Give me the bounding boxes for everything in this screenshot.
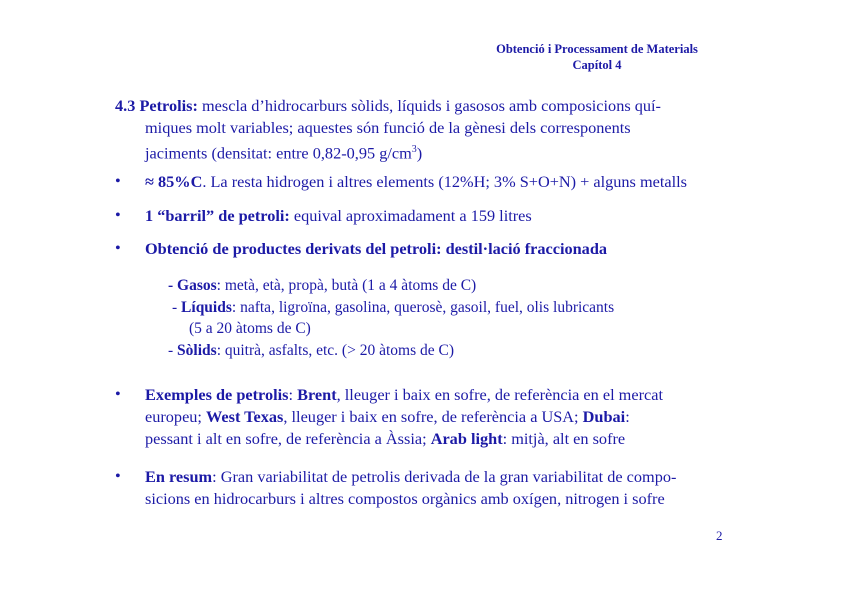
bullet-products [145,238,607,260]
fraction-solids: - Sòlids: quitrà, asfalts, etc. (> 20 àtoms de C) [168,342,454,359]
summary-label: En resum [145,467,213,486]
fraction-liquids: - Líquids: nafta, ligroïna, gasolina, querosè, gasoil, fuel, olis lubricants [172,299,615,316]
gases-label: Gasos [177,277,217,294]
products-bold: Obtenció de productes derivats del petroli: destil·lació fraccionada [145,239,608,258]
bullet-icon: • [115,205,121,224]
liquids-label: Líquids [181,299,232,316]
dubai-label: Dubai [582,407,626,426]
carbon-bold: ≈ 85%C [145,172,203,191]
arab-light-label: Arab light [430,429,503,448]
gases-text: : metà, età, propà, butà (1 a 4 àtoms de C) [216,277,477,294]
section-line3: jaciments (densitat: entre 0,82-0,95 $g/cm^3$) [145,143,423,163]
bullet-barrel [145,205,532,227]
header-title: Obtenció i Processament de Materials [496,42,698,56]
bullet-carbon [145,171,687,193]
examples-label: Exemples de petrolis [145,385,289,404]
section-line1: mescla d’hidrocarburs sòlids, líquids i gasosos amb composicions quí- [197,96,661,115]
west-texas-label: West Texas [206,407,284,426]
superscript: 3 [411,144,417,155]
fraction-liquids-cont: (5 a 20 àtoms de C) [189,320,311,337]
brent-label: Brent [297,385,337,404]
section-intro [115,95,661,164]
bullet-summary: En resum: Gran variabilitat de petrolis derivada de la gran variabilitat de compo- sicions en hidrocarburs i altres compostos orgànics amb oxígen, nitrogen i sofre [145,467,677,508]
barrel-bold: 1 “barril” de petroli: [145,206,290,225]
bullet-icon: • [115,171,121,190]
section-number: 4.3 [115,96,136,115]
bullet-icon: • [115,466,121,485]
bullet-examples: Exemples de petrolis: Brent, lleuger i baix en sofre, de referència en el mercat europeu; West Texas, lleuger i baix en sofre, de referència a USA; Dubai: pessant i alt en sofre, de referència a Àssia; Arab light: mitjà, alt en sofre [145,385,663,448]
carbon-text: . La resta hidrogen i altres elements (12%H; 3% S+O+N) + alguns metalls [202,172,687,191]
solids-label: Sòlids [177,342,217,359]
barrel-text: equival aproximadament a 159 litres [289,206,532,225]
section-title: Petrolis: [139,96,198,115]
page-number: 2 [716,528,723,543]
document-header [432,41,762,73]
solids-text: : quitrà, asfalts, etc. (> 20 àtoms de C) [216,342,454,359]
bullet-icon: • [115,238,121,257]
header-chapter: Capítol 4 [572,58,622,72]
liquids-text: : nafta, ligroïna, gasolina, querosè, gasoil, fuel, olis lubricants [231,299,615,316]
fraction-gases: - Gasos: metà, età, propà, butà (1 a 4 àtoms de C) [168,277,477,294]
bullet-icon: • [115,384,121,403]
section-line2: miques molt variables; aquestes són funció de la gènesi dels corresponents [145,118,631,137]
